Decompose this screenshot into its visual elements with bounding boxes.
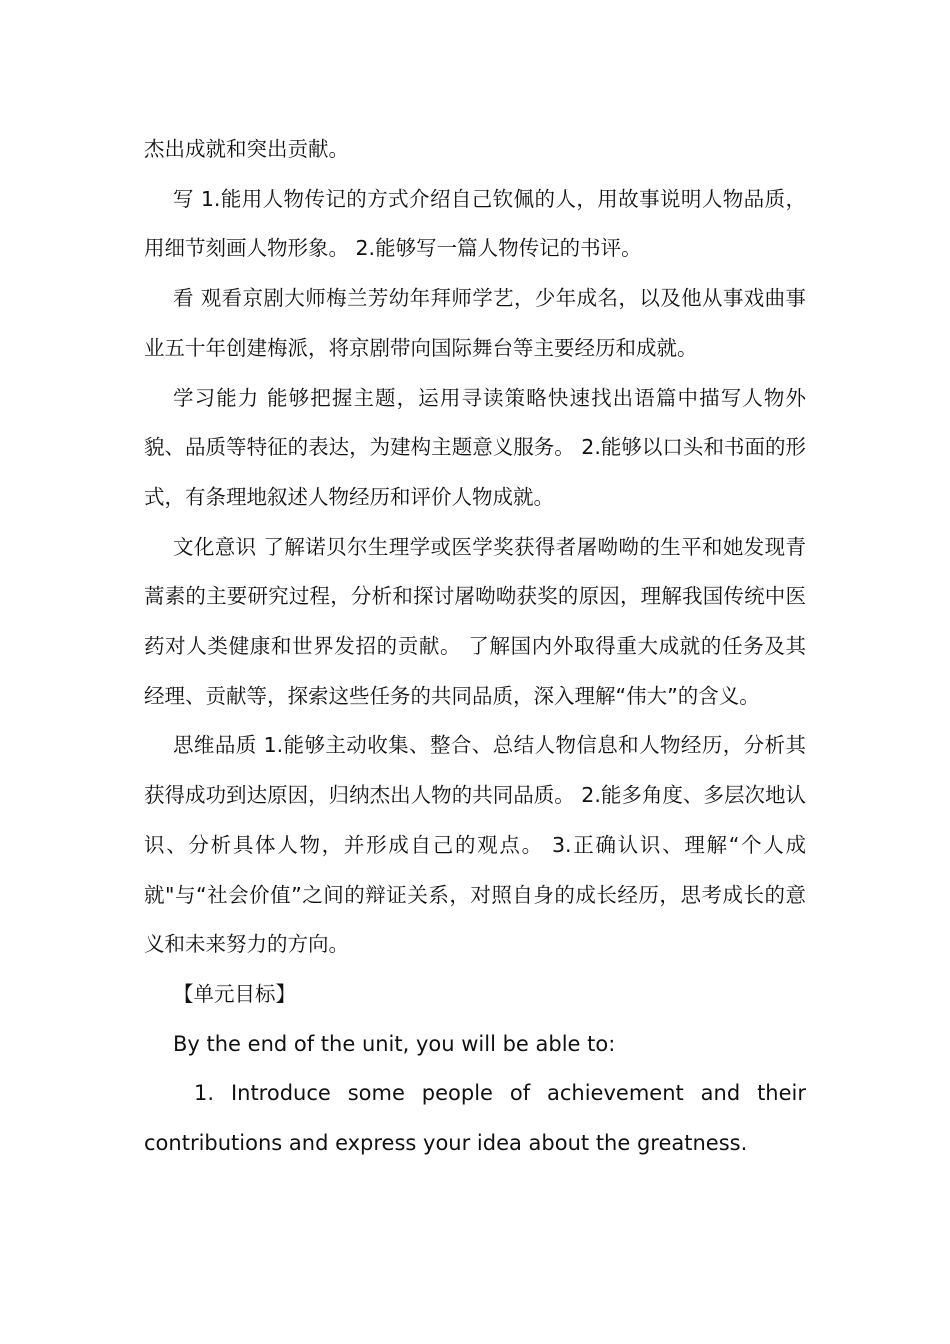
- list-item-goal-1: 1. Introduce some people of achievement and their contributions and express your idea about the greatness.: [144, 1081, 806, 1156]
- section-heading-unit-goals: 【单元目标】: [173, 981, 296, 1006]
- paragraph-cultural-awareness: 文化意识 了解诺贝尔生理学或医学奖获得者屠呦呦的生平和她发现青蒿素的主要研究过程，分析和探讨屠呦呦获奖的原因，理解我国传统中医药对人类健康和世界发招的贡献。 了解国内外取得重大成就的任务及其经理、贡献等，探索这些任务的共同品质，深入理解“伟大”的含义。: [144, 534, 806, 708]
- paragraph-unit-intro: By the end of the unit, you will be able to:: [173, 1031, 616, 1056]
- paragraph-viewing: 看 观看京剧大师梅兰芳幼年拜师学艺，少年成名，以及他从事戏曲事业五十年创建梅派，将京剧带向国际舞台等主要经历和成就。: [144, 286, 806, 360]
- paragraph-writing: 写 1.能用人物传记的方式介绍自己钦佩的人，用故事说明人物品质，用细节刻画人物形象。 2.能够写一篇人物传记的书评。: [144, 186, 806, 261]
- paragraph-continuation: 杰出成就和突出贡献。: [144, 137, 349, 161]
- document-page: [144, 125, 806, 1169]
- paragraph-thinking-quality: 思维品质 1.能够主动收集、整合、总结人物信息和人物经历，分析其获得成功到达原因，归纳杰出人物的共同品质。 2.能多角度、多层次地认识、分析具体人物，并形成自己的观点。 3.正确认识、理解“个人成就"与“社会价值”之间的辩证关系，对照自身的成长经历，思考成长的意义和未来努力的方向。: [144, 733, 806, 957]
- paragraph-learning-ability: 学习能力 能够把握主题，运用寻读策略快速找出语篇中描写人物外貌、品质等特征的表达，为建构主题意义服务。 2.能够以口头和书面的形式，有条理地叙述人物经历和评价人物成就。: [144, 385, 806, 509]
